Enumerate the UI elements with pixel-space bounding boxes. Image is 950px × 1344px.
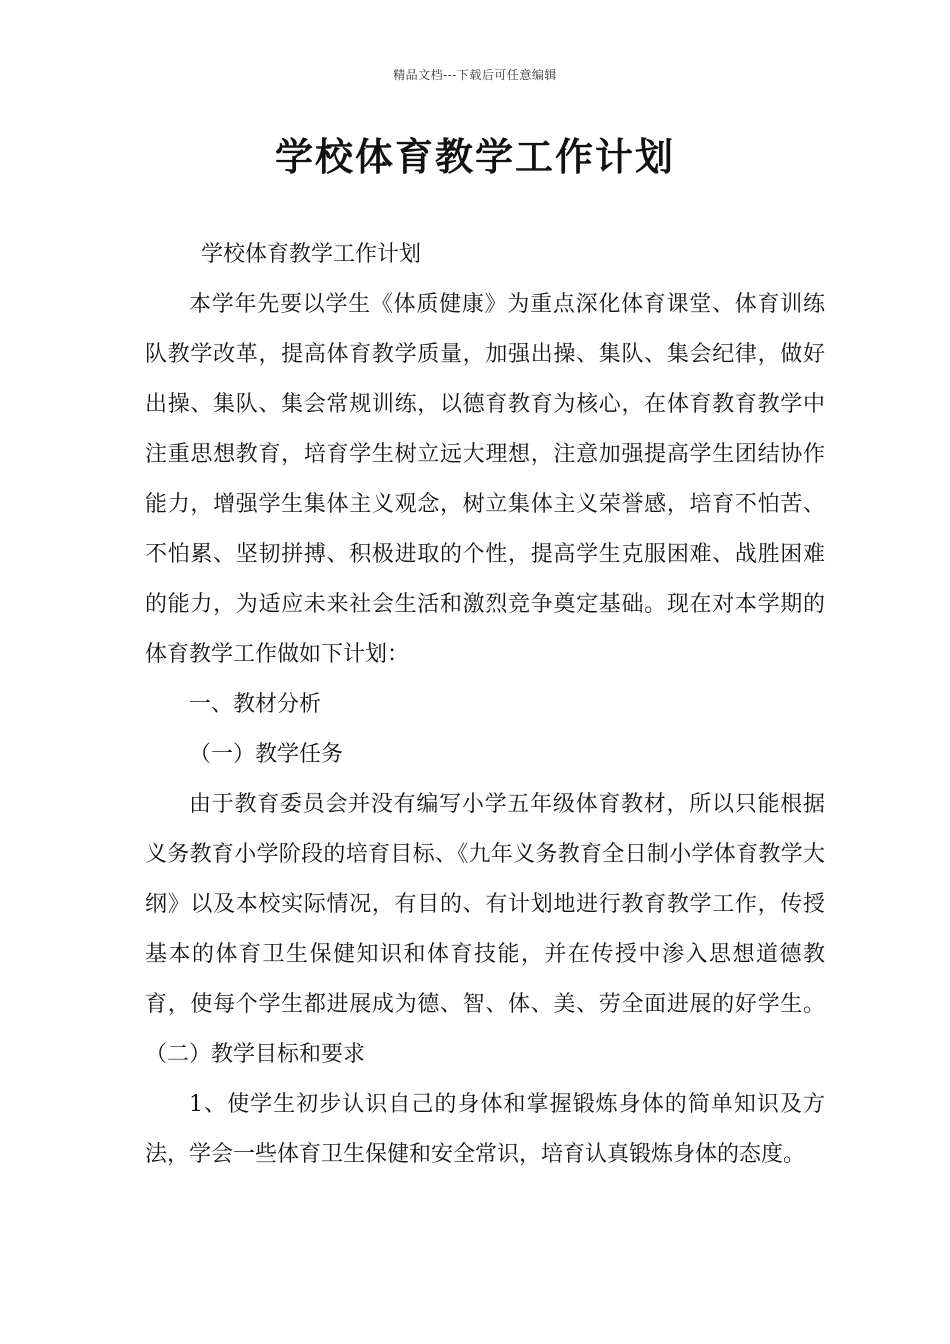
intro-paragraph: 本学年先要以学生《体质健康》为重点深化体育课堂、体育训练队教学改革，提高体育教学质量，加强出操、集队、集会纪律，做好出操、集队、集会常规训练，以德育教育为核心，在体育教育教学中注重思想教育，培育学生树立远大理想，注意加强提高学生团结协作能力，增强学生集体主义观念，树立集体主义荣誉感，培育不怕苦、不怕累、坚韧拼搏、积极进取的个性，提高学生克服困难、战胜困难的能力，为适应未来社会生活和激烈竞争奠定基础。现在对本学期的体育教学工作做如下计划：	[145, 292, 825, 667]
teaching-tasks-paragraph: 由于教育委员会并没有编写小学五年级体育教材，所以只能根据义务教育小学阶段的培育目标、《九年义务教育全日制小学体育教学大纲》以及本校实际情况，有目的、有计划地进行教育教学工作，传授基本的体育卫生保健知识和体育技能，并在传授中渗入思想道德教育，使每个学生都进展成为德、智、体、美、劳全面进展的好学生。（二）教学目标和要求	[145, 792, 825, 1067]
document-title: 学校体育教学工作计划	[274, 134, 675, 179]
goal-item-1-paragraph: 1、使学生初步认识自己的身体和掌握锻炼身体的简单知识及方法，学会一些体育卫生保健和安全常识，培育认真锻炼身体的态度。	[145, 1092, 825, 1167]
subsection-heading-teaching-tasks: （一）教学任务	[189, 742, 344, 767]
subtitle-paragraph: 学校体育教学工作计划	[201, 242, 422, 267]
header-note: 精品文档---下载后可任意编辑	[393, 68, 557, 82]
document-body	[145, 230, 825, 1180]
section-heading-textbook-analysis: 一、教材分析	[189, 692, 322, 717]
